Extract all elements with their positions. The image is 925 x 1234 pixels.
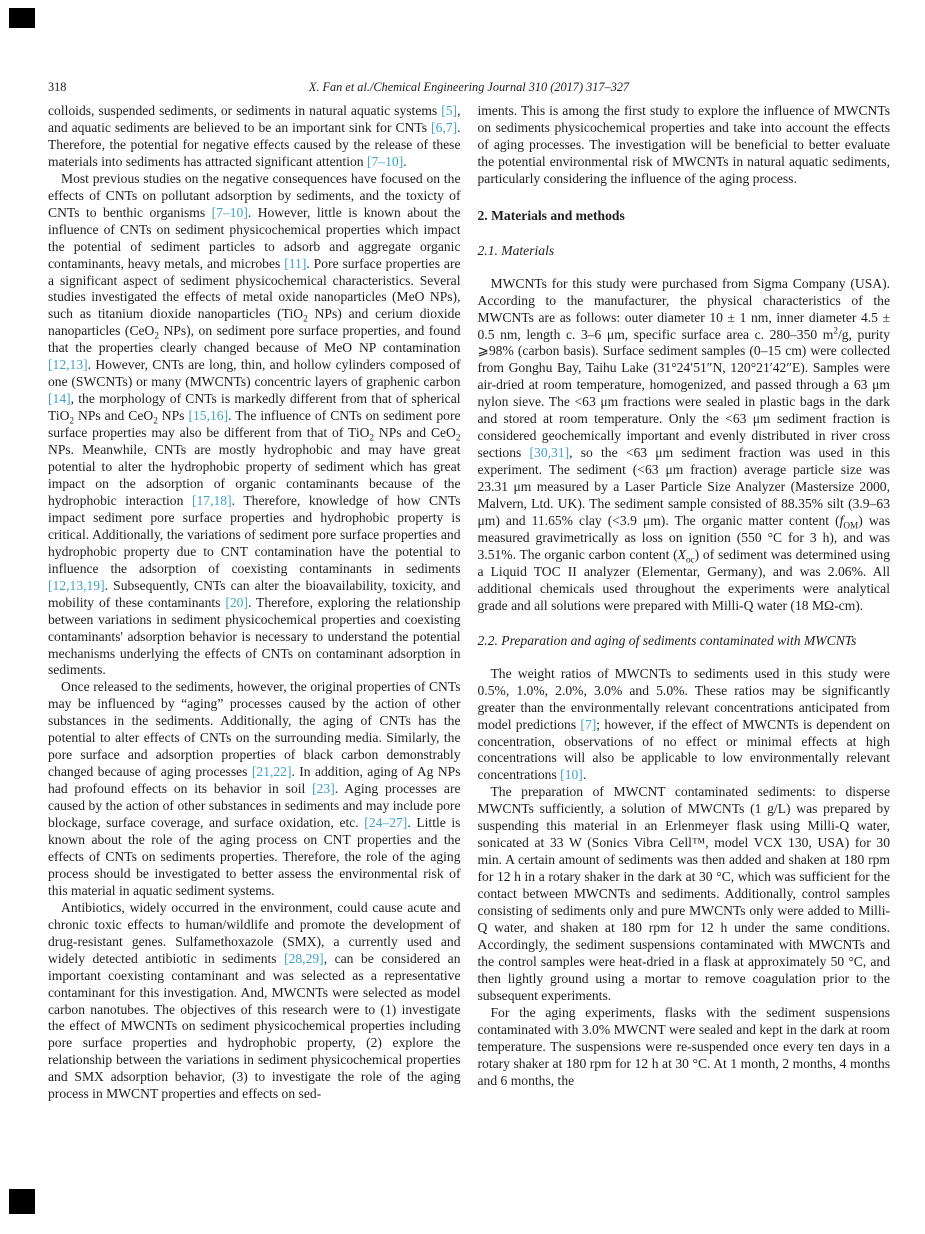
subsection-heading: 2.2. Preparation and aging of sediments contaminated with MWCNTs (477, 632, 857, 648)
citation-link[interactable]: [23] (312, 781, 335, 797)
citation-link[interactable]: [17,18] (191, 492, 232, 508)
right-column (478, 103, 891, 1103)
subscript-text: 2 (69, 415, 75, 426)
subscript-text: 2 (153, 415, 158, 426)
citation-link[interactable]: [7–10] (211, 204, 248, 220)
subscript-text: OM (843, 520, 859, 531)
paragraph: Antibiotics, widely occurred in the environment, could cause acute and chronic toxic effects to human/wildlife and promote the development of drug-resistant genes. Sulfamethoxazole (SMX), a currently used and widely detected antibiotic in sediments [28,29], can be considered an important coexisting contaminant and was selected as a representative contaminant for this investigation. And, MWCNTs were selected as model carbon nanotubes. The objectives of this research were to (1) investigate the effect of MWCNTs on sediment physicochemical properties including pore surface properties and hydrophobic property, (2) explore the relationship between the variations in sediment physicochemical properties and SMX adsorption behavior, (3) to investigate the role of the aging process in MWCNT properties and effects on sed- (48, 899, 461, 1102)
paragraph: Most previous studies on the negative consequences have focused on the effects of CNTs on pollutant adsorption by sediments, and the toxicty of CNTs to benthic organisms [7–10]. However, little is known about the influence of CNTs on sediment physicochemical properties which impact the potential of sediment particles to adsorb and aggregate organic contaminants, heavy metals, and microbes [11]. Pore surface properties are a significant aspect of sediment physicochemical characteristics. Several studies investigated the effects of metal oxide nanoparticles (MeO NPs), such as titanium dioxide nanoparticles (TiO$_2$ NPs) and cerium dioxide nanoparticles (CeO$_2$ NPs), on sediment pore surface properties, and found that the properties clearly changed because of MeO NP contamination [12,13]. However, CNTs are long, thin, and hollow cylinders composed of one (SWCNTs) or many (MWCNTs) concentric layers of graphenic carbon [14], the morphology of CNTs is markedly different from that of spherical TiO$_2$ NPs and CeO$_2$ NPs [15,16]. The influence of CNTs on sediment pore surface properties may also be different from that of TiO$_2$ NPs and CeO$_2$ NPs. Meanwhile, CNTs are mostly hydrophobic and may have great potential to alter the hydrophobic property of sediment which has great impact on the adsorption of organic contaminants because of the hydrophobic interaction [17,18]. Therefore, knowledge of how CNTs impact sediment pore surface properties and hydrophobic property is critical. Additionally, the variations of sediment pore surface properties and hydrophobic property due to CNT contamination have the potential to influence the adsorption of coexisting contaminants in sediments [12,13,19]. Subsequently, CNTs can alter the bioavailability, toxicity, and mobility of these contaminants [20]. Therefore, exploring the relationship between variations in sediment physicochemical properties and coexisting contaminants' adsorption behavior is necessary to understand the potential mechanisms underlying the effects of CNTs on contaminant adsorption in sediments. (48, 170, 461, 678)
two-column-body (48, 103, 890, 1103)
paragraph: For the aging experiments, flasks with the sediment suspensions contaminated with 3.0% MWCNT were sealed and kept in the dark at room temperature. The suspensions were re-suspended once every ten days in a rotary shaker at 180 rpm for 12 h at 30 °C. At 1 month, 2 months, 4 months and 6 months, the (477, 1004, 890, 1088)
paragraph: The preparation of MWCNT contaminated sediments: to disperse MWCNTs sufficiently, a solution of MWCNTs (1 g/L) was prepared by suspending this material in an Erlenmeyer flask using Milli-Q water, sonicated at 33 W (Sonics Vibra Cell™, model VCX 130, USA) for 30 min. A certain amount of sediments was then added and shaken at 180 rpm for 12 h in a rotary shaker in the dark at 30 °C, which was sufficient for the contact between MWCNTs and sediments. Additionally, control samples consisting of sediments only and pure MWCNTs only were added to Milli-Q water, and shaken at 180 rpm for 12 h under the same conditions. Accordingly, the sediment suspensions contaminated with MWCNTs and the control samples were heat-dried in a flask at approximately 50 °C, and then lightly ground using a mortar to remove coagulation prior to the subsequent experiments. (477, 784, 890, 1003)
citation-link[interactable]: [11] (284, 255, 307, 271)
citation-link[interactable]: [12,13] (48, 357, 88, 373)
italic-variable: f (839, 513, 844, 529)
citation-link[interactable]: [7–10] (366, 153, 404, 169)
citation-link[interactable]: [10] (560, 767, 583, 783)
citation-link[interactable]: [7] (580, 716, 597, 732)
left-column (48, 103, 461, 1103)
subsection-heading: 2.1. Materials (477, 242, 555, 258)
citation-link[interactable]: [28,29] (284, 950, 324, 966)
citation-link[interactable]: [20] (225, 594, 248, 610)
superscript-text: 2 (833, 325, 838, 335)
page-header (48, 80, 890, 95)
scan-mark-bottom-left (9, 1189, 35, 1214)
citation-link[interactable]: [15,16] (188, 408, 229, 424)
citation-link[interactable]: [6,7] (431, 119, 458, 135)
subscript-text: 2 (154, 331, 160, 342)
subscript-text: 2 (303, 314, 308, 325)
paragraph: Once released to the sediments, however, the original properties of CNTs may be influenced by “aging” processes caused by the action of other substances in the sediments. Additionally, the aging of CNTs has the potential to alter effects of CNTs on the surrounding media. Similarly, the pore surface and adsorption properties of black carbon demonstrably changed because of aging processes [21,22]. In addition, aging of Ag NPs had profound effects on its behavior in soil [23]. Aging processes are caused by the action of other substances in sediments and may include pore blockage, surface coverage, and surface oxidation, etc. [24–27]. Little is known about the role of the aging process on CNT properties and the effects of CNTs on sediments properties. Therefore, the role of the aging process should be investigated to better assess the environmental risk of this material in aquatic sediment systems. (48, 679, 461, 898)
scan-mark-top-left (9, 8, 35, 28)
citation-link[interactable]: [14] (48, 391, 71, 407)
paragraph: The weight ratios of MWCNTs to sediments used in this study were 0.5%, 1.0%, 2.0%, 3.0% and 5.0%. These ratios may be significantly greater than the environmentally relevant concentrations anticipated from model predictions [7]; however, if the effect of MWCNTs is dependent on concentration, observations of no effect or minimal effects at high concentrations will also be applicable to low environmentally relevant concentrations [10]. (477, 665, 890, 783)
paragraph: iments. This is among the first study to explore the influence of MWCNTs on sediments physicochemical properties and take into account the effects of aging processes. The investigation will be beneficial to better evaluate the potential environmental risk of MWCNTs in natural aquatic sediments, particularly considering the influence of the aging process. (477, 103, 890, 186)
citation-link[interactable]: [5] (441, 103, 458, 118)
running-head: X. Fan et al./Chemical Engineering Journal 310 (2017) 317–327 (308, 80, 630, 94)
citation-link[interactable]: [30,31] (529, 445, 570, 461)
citation-link[interactable]: [12,13,19] (48, 577, 105, 593)
section-heading: 2. Materials and methods (477, 207, 625, 223)
subscript-text: 2 (369, 432, 375, 443)
subscript-text: 2 (455, 432, 461, 443)
italic-variable: X (677, 546, 686, 562)
citation-link[interactable]: [21,22] (251, 764, 292, 780)
subscript-text: oc (685, 554, 695, 565)
paragraph: colloids, suspended sediments, or sediments in natural aquatic systems [5], and aquatic sediments are believed to be an important sink for CNTs [6,7]. Therefore, the potential for negative effects caused by the release of these materials into sediments has attracted significant attention [7–10]. (48, 103, 461, 169)
page-number: 318 (48, 80, 67, 94)
paragraph: MWCNTs for this study were purchased from Sigma Company (USA). According to the manufacturer, the physical characteristics of the MWCNTs are as follows: outer diameter 10 ± 1 nm, inner diameter 4.5 ± 0.5 nm, length c. 3–6 μm, specific surface area c. 280–350 $m^2/g$, purity ⩾98% (carbon basis). Surface sediment samples (0–15 cm) were collected from Gonghu Bay, Taihu Lake (31°24′51″N, 120°21′42″E). Samples were air-dried at room temperature, homogenized, and passed through a 63 μm nylon sieve. The <63 μm fractions were sealed in plastic bags in the dark and stored at room temperature. Only the <63 μm sediment fraction is considered geochemically important and evenly distributed in river cross sections [30,31], so the <63 μm sediment fraction was used in this experiment. The sediment (<63 μm fraction) average particle size was 23.31 μm measured by a Laser Particle Size Analyzer (Mastersize 2000, Malvern, Ltd. UK). The sediment sample consisted of 88.35% silt (3.9–63 μm) and 11.65% clay (<3.9 μm). The organic matter content $(f_{OM})$ was measured gravimetrically as loss on ignition (550 °C for 3 h), and was 3.51%. The organic carbon content $(X_{oc})$ of sediment was determined using a Liquid TOC II analyzer (Elementar, Germany), and was 2.06%. All additional chemicals used throughout the experiments were analytical grade and all solutions were prepared with Milli-Q water (18 MΩ-cm). (477, 275, 891, 613)
citation-link[interactable]: [24–27] (364, 815, 408, 831)
